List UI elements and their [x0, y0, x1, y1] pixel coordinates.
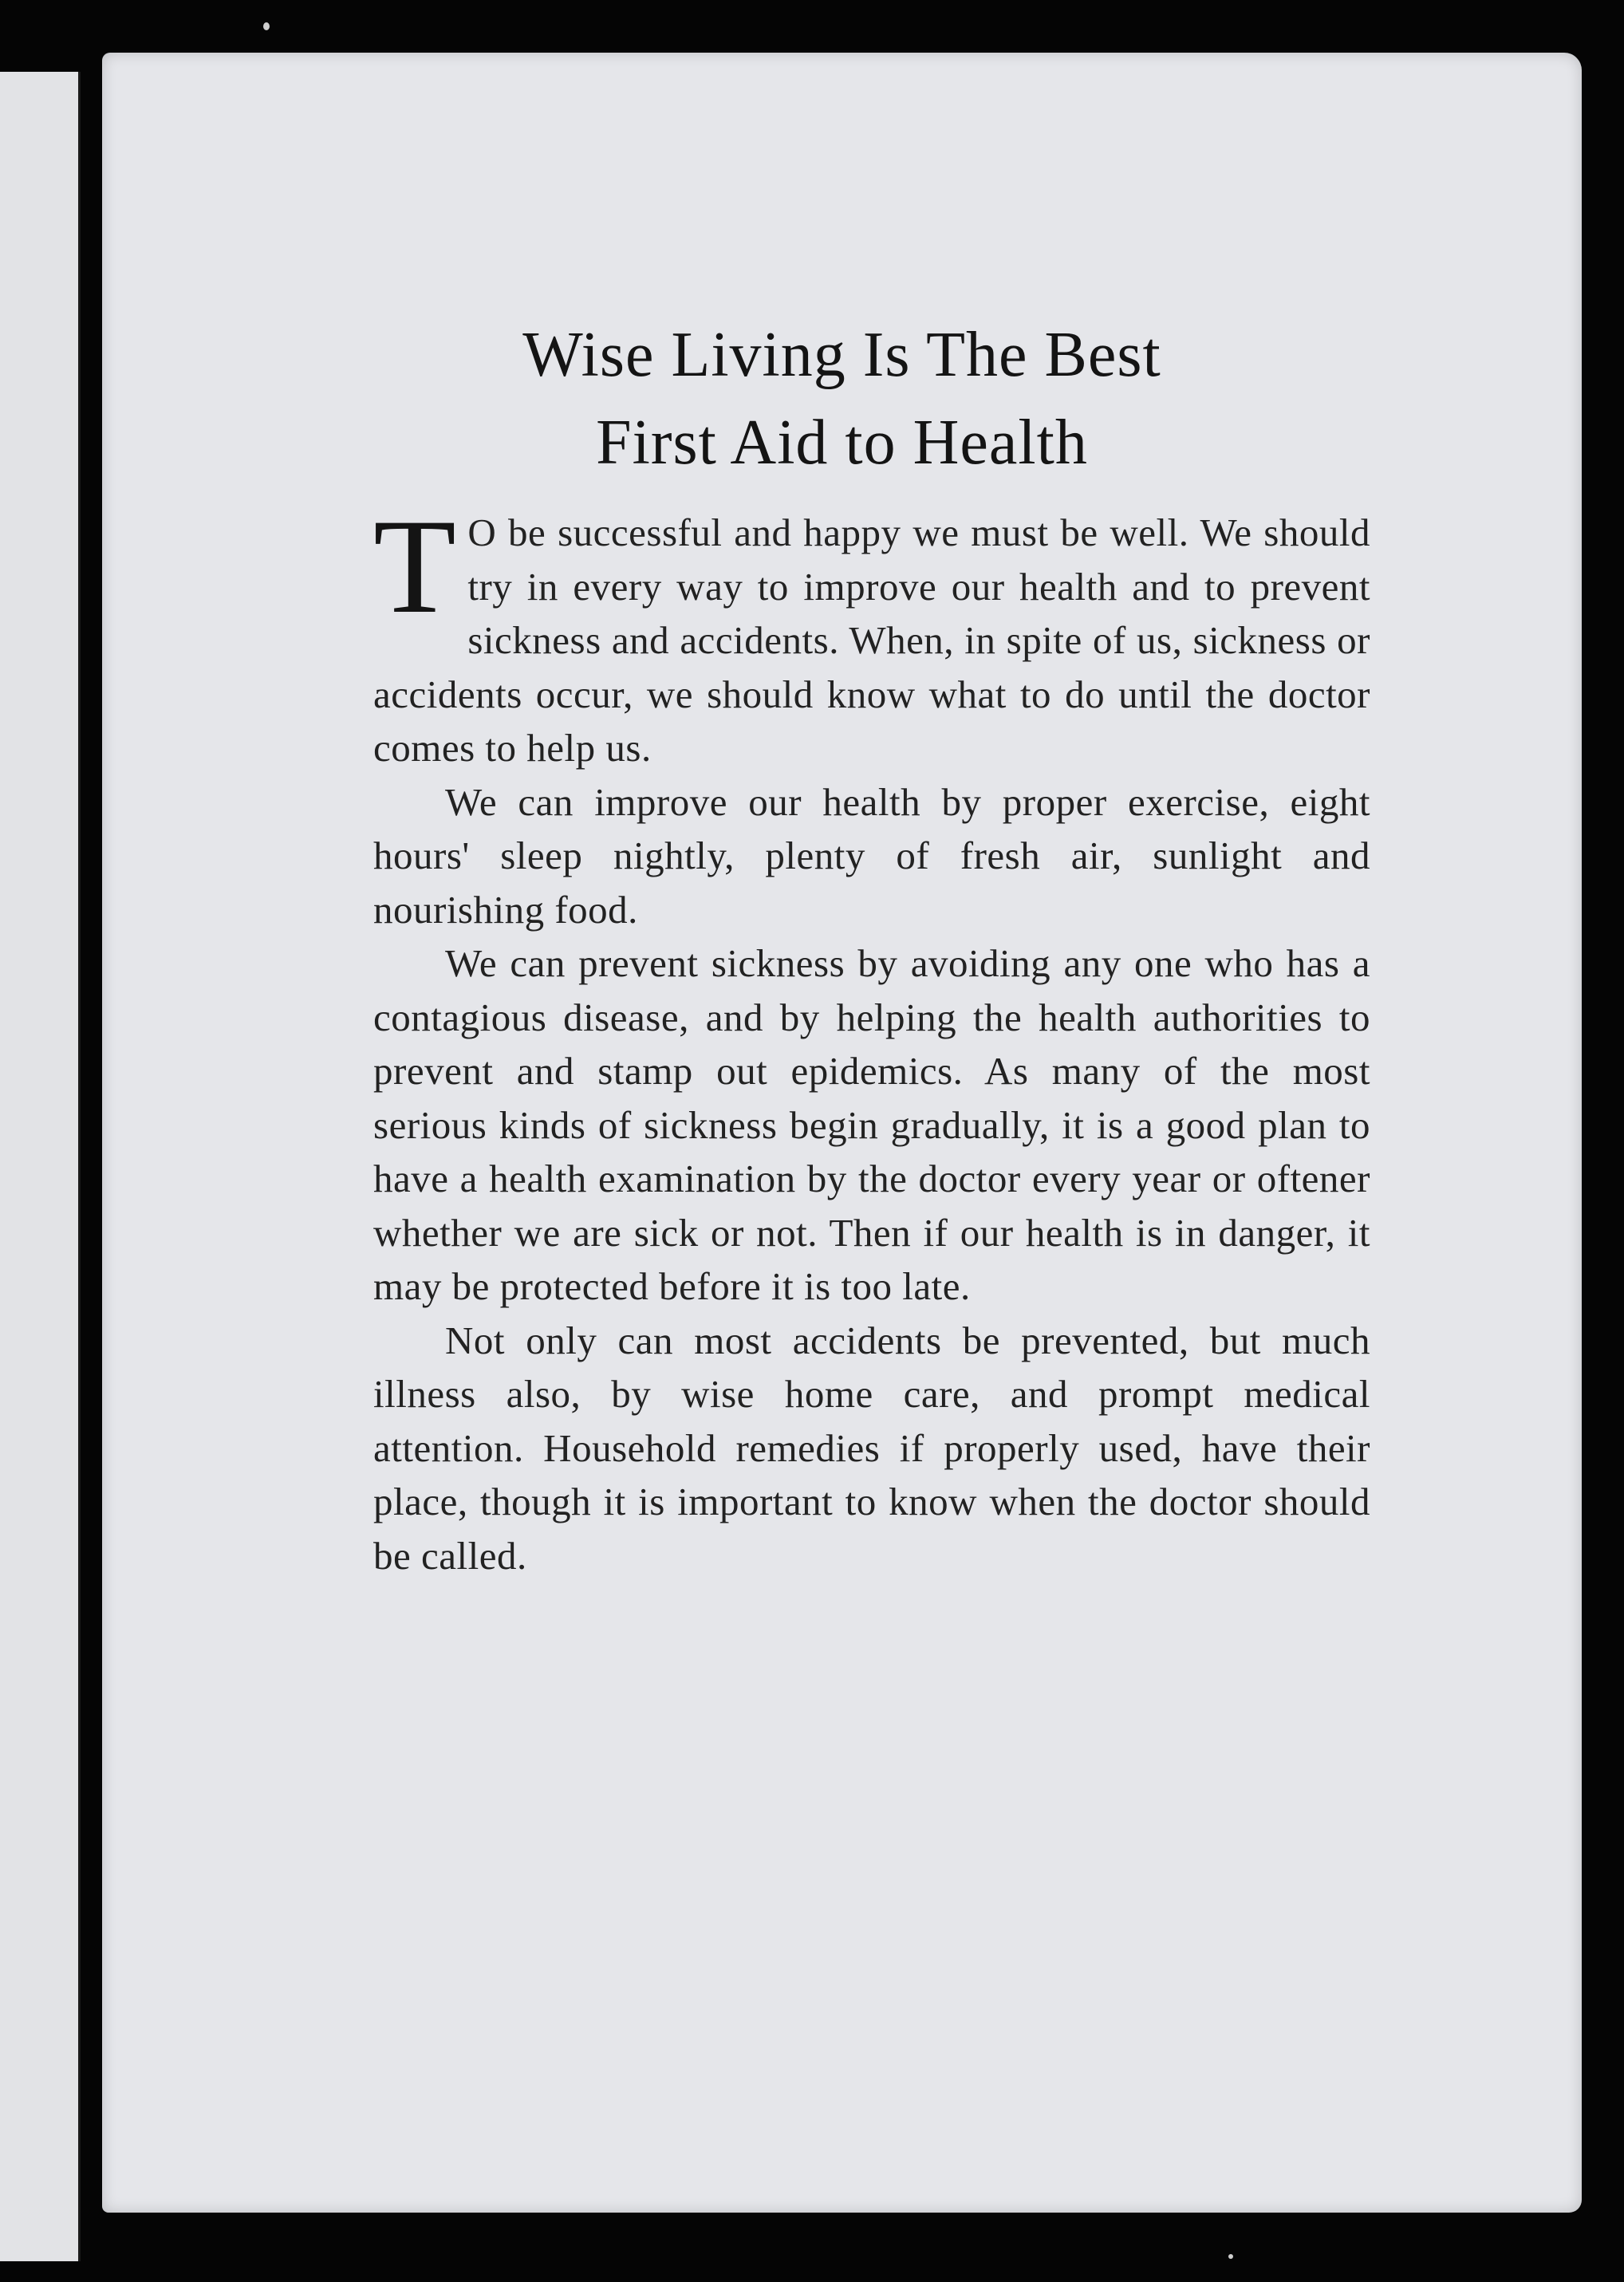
body-text — [373, 491, 1370, 1582]
title-line-2: First Aid to Health — [596, 407, 1088, 478]
paragraph-1 — [373, 491, 1370, 775]
paragraph-3: We can prevent sickness by avoiding any one who has a contagious disease, and by helping the health authorities to prevent and stamp out epidemics. As many of the most serious kinds of sickness begin gradually, it is a good plan to have a health examination by the doctor every year or oftener whether we are sick or not. Then if our health is in danger, it may be protected before it is too late. — [373, 941, 1370, 1308]
adjacent-page-edge — [0, 72, 81, 2261]
film-speck — [263, 22, 270, 30]
paragraph-1-text: O be successful and happy we must be well. We should try in every way to improve our health and to prevent sickness and accidents. When, in spite of us, sickness or accidents occur, we should know what to do until the doctor comes to help us. — [373, 510, 1370, 770]
drop-cap: T — [373, 491, 457, 641]
page-title — [102, 311, 1582, 487]
title-line-1: Wise Living Is The Best — [522, 319, 1161, 390]
document-page — [102, 53, 1582, 2213]
paragraph-4: Not only can most accidents be prevented, but much illness also, by wise home care, and prompt medical attention. Household remedies if properly used, have their place, though it is important to know when the doctor should be called. — [373, 1318, 1370, 1578]
paragraph-2: We can improve our health by proper exercise, eight hours' sleep nightly, plenty of fresh air, sunlight and nourishing food. — [373, 779, 1370, 932]
film-speck — [1228, 2254, 1233, 2259]
